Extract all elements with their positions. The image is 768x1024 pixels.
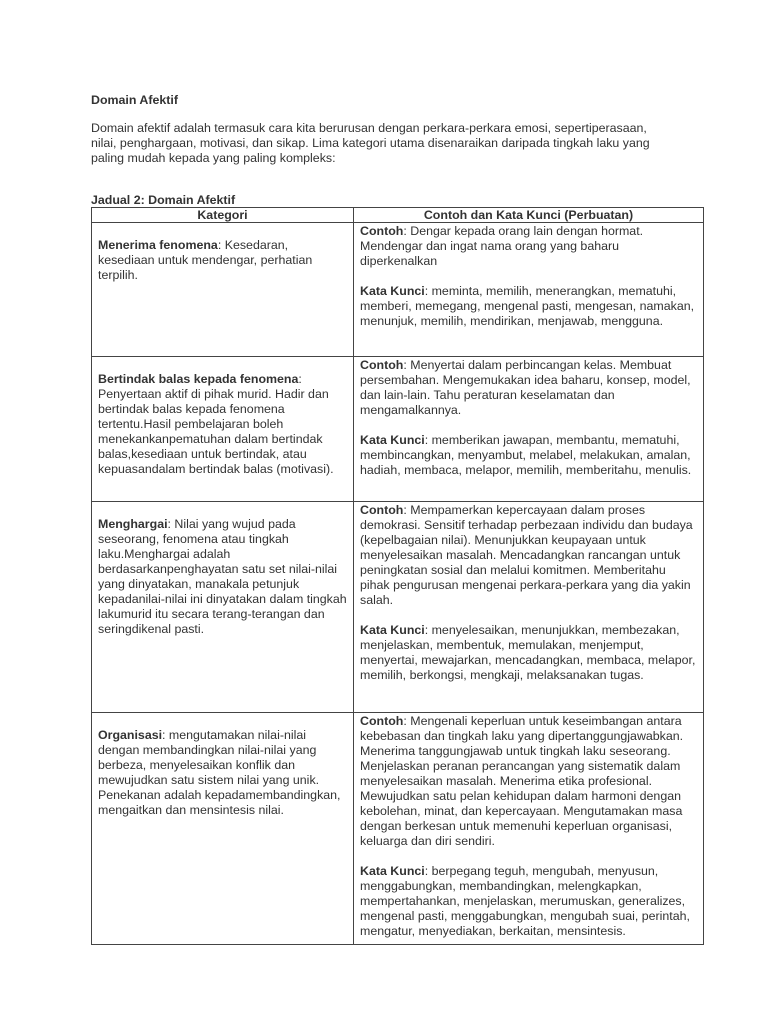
contoh-label: Contoh [360, 224, 404, 238]
kategori-text: : Penyertaan aktif di pihak murid. Hadir dan bertindak balas kepada fenomena tertentu.Hasil pembelajaran boleh menekankanpematuhan dalam bertindak balas,kesediaan untuk bertindak, atau kepuasandalam bertindak balas (motivasi). [98, 372, 334, 476]
kata-kunci-text: : menyelesaikan, menunjukkan, membezakan, menjelaskan, membentuk, memulakan, menjemput, menyertai, mewajarkan, mencadangkan, membaca, melapor, memilih, berkongsi, mengkaji, melaksanakan tugas. [360, 623, 696, 682]
contoh-text: : Mempamerkan kepercayaan dalam proses demokrasi. Sensitif terhadap perbezaan individu dan budaya (kepelbagaian nilai). Menunjukkan keupayaan untuk menyelesaikan masalah. Mencadangkan rancangan untuk peningkatan sosial dan melalui komitmen. Memberitahu pihak pengurusan mengenai perkara-perkara yang dia yakin salah. [360, 503, 693, 607]
kata-kunci-block [360, 623, 697, 683]
kata-kunci-block [360, 864, 697, 939]
contoh-label: Contoh [360, 503, 404, 517]
kategori-text: : Nilai yang wujud pada seseorang, fenomena atau tingkah laku.Menghargai adalah berdasarkanpenghayatan satu set nilai-nilai yang dinyatakan, manakala petunjuk kepadanilai-nilai ini dinyatakan dalam tingkah lakumurid itu secara terang-terangan dan seringdikenal pasti. [98, 517, 347, 636]
contoh-block [360, 358, 697, 418]
affective-domain-table [91, 207, 704, 945]
contoh-block [360, 714, 697, 849]
kata-kunci-block [360, 284, 697, 329]
intro-paragraph: Domain afektif adalah termasuk cara kita berurusan dengan perkara-perkara emosi, sepertiperasaan, nilai, penghargaan, motivasi, dan sikap. Lima kategori utama disenaraikan daripada tingkah laku yang paling mudah kepada yang paling kompleks: [91, 121, 650, 165]
contoh-text: : Menyertai dalam perbincangan kelas. Membuat persembahan. Mengemukakan idea baharu, konsep, model, dan lain-lain. Tahu peraturan keselamatan dan mengamalkannya. [360, 358, 691, 417]
kategori-cell [92, 502, 354, 713]
contoh-label: Contoh [360, 714, 404, 728]
table-row [92, 713, 704, 945]
table-caption: Jadual 2: Domain Afektif [91, 193, 236, 207]
document-page [91, 93, 703, 945]
kata-kunci-label: Kata Kunci [360, 433, 425, 447]
contoh-label: Contoh [360, 358, 404, 372]
kategori-title: Menghargai [98, 517, 168, 531]
table-row [92, 502, 704, 713]
contoh-text: : Mengenali keperluan untuk keseimbangan antara kebebasan dan tingkah laku yang dipertanggungjawabkan. Menerima tanggungjawab untuk tingkah laku seseorang. Menjelaskan peranan perancangan yang sistematik dalam menyelesaikan masalah. Menerima etika profesional. Mewujudkan satu pelan kehidupan dalam harmoni dengan kebolehan, minat, dan kepercayaan. Mengutamakan masa dengan berkesan untuk memenuhi keperluan organisasi, keluarga dan diri sendiri. [360, 714, 684, 848]
contoh-cell [354, 713, 704, 945]
table-row [92, 223, 704, 357]
contoh-block [360, 503, 697, 608]
contoh-cell [354, 223, 704, 357]
contoh-text: : Dengar kepada orang lain dengan hormat. Mendengar dan ingat nama orang yang baharu diperkenalkan [360, 224, 644, 268]
kategori-title: Organisasi [98, 728, 163, 742]
kata-kunci-block [360, 433, 697, 478]
kategori-cell [92, 223, 354, 357]
header-contoh: Contoh dan Kata Kunci (Perbuatan) [354, 208, 704, 223]
table-header-row [92, 208, 704, 223]
kategori-title: Menerima fenomena [98, 238, 218, 252]
contoh-cell [354, 502, 704, 713]
header-kategori: Kategori [92, 208, 354, 223]
kata-kunci-text: : meminta, memilih, menerangkan, mematuhi, memberi, memegang, mengenal pasti, mengesan, namakan, menunjuk, memilih, mendirikan, menjawab, mengguna. [360, 284, 695, 328]
page-title: Domain Afektif [91, 93, 178, 107]
contoh-block [360, 224, 697, 269]
table-row [92, 357, 704, 502]
kata-kunci-text: : memberikan jawapan, membantu, mematuhi, membincangkan, menyambut, melabel, melakukan, amalan, hadiah, membaca, melapor, memilih, memberitahu, menulis. [360, 433, 692, 477]
kata-kunci-label: Kata Kunci [360, 864, 425, 878]
contoh-cell [354, 357, 704, 502]
kata-kunci-text: : berpegang teguh, mengubah, menyusun, menggabungkan, membandingkan, melengkapkan, mempertahankan, menjelaskan, merumuskan, generalizes, mengenal pasti, menggabungkan, mengubah suai, perintah, mengatur, menyediakan, berkaitan, mensintesis. [360, 864, 690, 938]
kategori-cell [92, 713, 354, 945]
kategori-text: : mengutamakan nilai-nilai dengan membandingkan nilai-nilai yang berbeza, menyelesaikan konflik dan mewujudkan satu sistem nilai yang unik. Penekanan adalah kepadamembandingkan, mengaitkan dan mensintesis nilai. [98, 728, 341, 817]
kategori-title: Bertindak balas kepada fenomena [98, 372, 299, 386]
kategori-cell [92, 357, 354, 502]
kategori-text: : Kesedaran, kesediaan untuk mendengar, perhatian terpilih. [98, 238, 313, 282]
kata-kunci-label: Kata Kunci [360, 623, 425, 637]
kata-kunci-label: Kata Kunci [360, 284, 425, 298]
